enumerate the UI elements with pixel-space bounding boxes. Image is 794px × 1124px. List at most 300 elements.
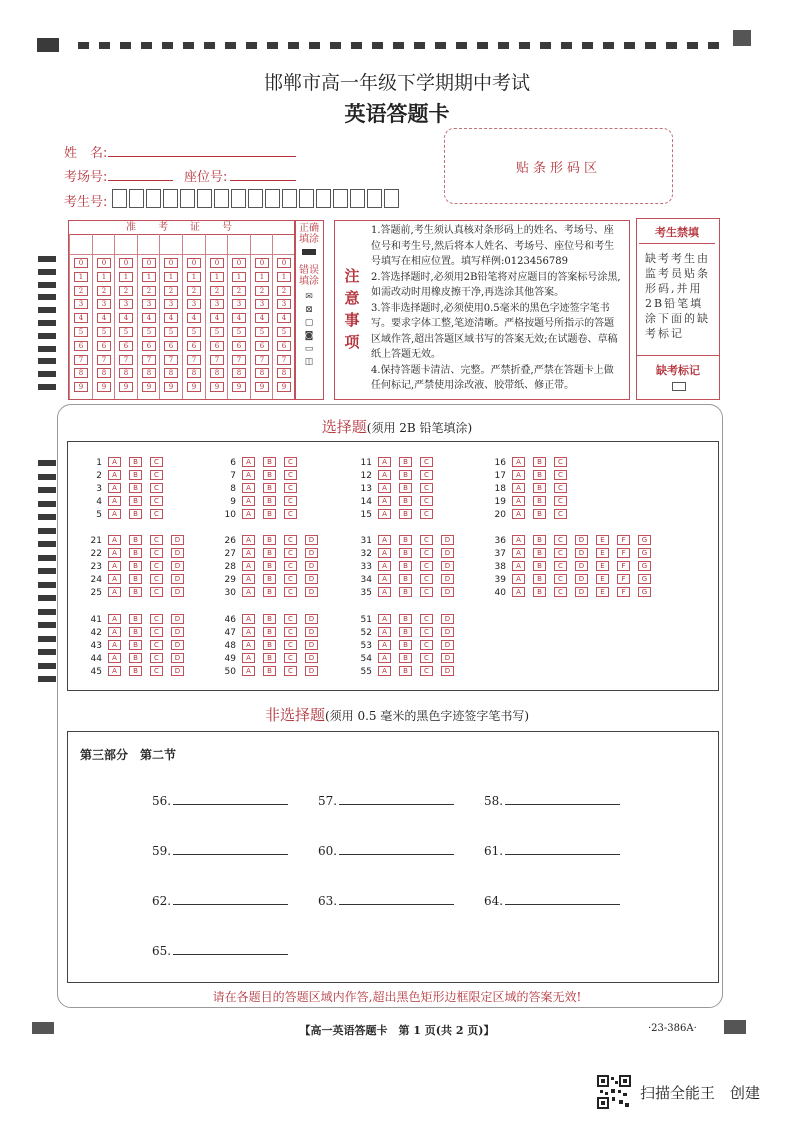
id-digit-bubble[interactable]: 1 <box>255 272 269 282</box>
option-bubble[interactable]: B <box>263 457 276 467</box>
id-digit-bubble[interactable]: 4 <box>187 313 201 323</box>
option-bubble[interactable]: D <box>305 640 318 650</box>
option-bubble[interactable]: F <box>617 587 630 597</box>
option-bubble[interactable]: G <box>638 587 651 597</box>
option-bubble[interactable]: D <box>171 640 184 650</box>
id-digit-bubble[interactable]: 5 <box>97 327 111 337</box>
answer-blank[interactable] <box>484 844 620 858</box>
id-digit-bubble[interactable]: 7 <box>232 355 246 365</box>
option-bubble[interactable]: A <box>512 561 525 571</box>
option-bubble[interactable]: B <box>533 496 546 506</box>
answer-blank[interactable] <box>318 844 454 858</box>
option-bubble[interactable]: C <box>284 483 297 493</box>
option-bubble[interactable]: A <box>108 457 121 467</box>
id-write-cell[interactable] <box>182 234 205 255</box>
option-bubble[interactable]: G <box>638 535 651 545</box>
option-bubble[interactable]: A <box>512 548 525 558</box>
exam-no-digit-box[interactable] <box>265 189 280 208</box>
id-write-cell[interactable] <box>159 234 182 255</box>
option-bubble[interactable]: B <box>129 614 142 624</box>
id-digit-bubble[interactable]: 6 <box>74 341 88 351</box>
option-bubble[interactable]: C <box>284 614 297 624</box>
option-bubble[interactable]: B <box>129 653 142 663</box>
id-digit-bubble[interactable]: 2 <box>277 286 291 296</box>
id-write-cell[interactable] <box>92 234 115 255</box>
option-bubble[interactable]: C <box>420 653 433 663</box>
blank-line[interactable] <box>173 794 288 805</box>
option-bubble[interactable]: D <box>305 653 318 663</box>
option-bubble[interactable]: A <box>512 509 525 519</box>
option-bubble[interactable]: B <box>129 470 142 480</box>
option-bubble[interactable]: A <box>378 627 391 637</box>
option-bubble[interactable]: B <box>533 561 546 571</box>
option-bubble[interactable]: C <box>284 653 297 663</box>
answer-blank[interactable] <box>318 894 454 908</box>
option-bubble[interactable]: C <box>150 470 163 480</box>
option-bubble[interactable]: B <box>533 574 546 584</box>
blank-line[interactable] <box>505 794 620 805</box>
answer-blank[interactable] <box>152 794 288 808</box>
exam-no-boxes[interactable] <box>112 188 401 208</box>
option-bubble[interactable]: A <box>378 496 391 506</box>
id-digit-bubble[interactable]: 5 <box>210 327 224 337</box>
option-bubble[interactable]: D <box>171 561 184 571</box>
exam-no-digit-box[interactable] <box>316 189 331 208</box>
option-bubble[interactable]: A <box>242 470 255 480</box>
id-digit-bubble[interactable]: 3 <box>97 299 111 309</box>
answer-blank[interactable] <box>152 944 288 958</box>
id-digit-bubble[interactable]: 1 <box>210 272 224 282</box>
id-digit-bubble[interactable]: 8 <box>97 368 111 378</box>
option-bubble[interactable]: G <box>638 561 651 571</box>
id-digit-bubble[interactable]: 9 <box>74 382 88 392</box>
option-bubble[interactable]: A <box>108 561 121 571</box>
option-bubble[interactable]: D <box>441 666 454 676</box>
id-digit-bubble[interactable]: 0 <box>74 258 88 268</box>
exam-no-digit-box[interactable] <box>248 189 263 208</box>
id-digit-bubble[interactable]: 0 <box>187 258 201 268</box>
option-bubble[interactable]: D <box>441 653 454 663</box>
option-bubble[interactable]: C <box>284 666 297 676</box>
id-digit-bubble[interactable]: 1 <box>74 272 88 282</box>
option-bubble[interactable]: B <box>533 509 546 519</box>
option-bubble[interactable]: C <box>554 587 567 597</box>
option-bubble[interactable]: C <box>150 666 163 676</box>
id-digit-bubble[interactable]: 9 <box>164 382 178 392</box>
answer-blank[interactable] <box>484 794 620 808</box>
option-bubble[interactable]: C <box>420 496 433 506</box>
option-bubble[interactable]: B <box>399 627 412 637</box>
id-digit-bubble[interactable]: 7 <box>97 355 111 365</box>
option-bubble[interactable]: A <box>242 457 255 467</box>
option-bubble[interactable]: B <box>399 496 412 506</box>
option-bubble[interactable]: A <box>512 483 525 493</box>
option-bubble[interactable]: C <box>284 627 297 637</box>
id-digit-bubble[interactable]: 4 <box>277 313 291 323</box>
id-digit-bubble[interactable]: 9 <box>119 382 133 392</box>
option-bubble[interactable]: D <box>305 587 318 597</box>
id-digit-bubble[interactable]: 1 <box>97 272 111 282</box>
option-bubble[interactable]: A <box>242 666 255 676</box>
id-digit-bubble[interactable]: 3 <box>142 299 156 309</box>
option-bubble[interactable]: D <box>171 653 184 663</box>
option-bubble[interactable]: C <box>150 640 163 650</box>
option-bubble[interactable]: C <box>150 561 163 571</box>
option-bubble[interactable]: A <box>242 561 255 571</box>
option-bubble[interactable]: A <box>242 574 255 584</box>
option-bubble[interactable]: C <box>554 548 567 558</box>
option-bubble[interactable]: F <box>617 561 630 571</box>
option-bubble[interactable]: D <box>305 574 318 584</box>
option-bubble[interactable]: A <box>378 574 391 584</box>
exam-no-digit-box[interactable] <box>299 189 314 208</box>
option-bubble[interactable]: C <box>284 548 297 558</box>
option-bubble[interactable]: A <box>242 653 255 663</box>
option-bubble[interactable]: B <box>399 457 412 467</box>
option-bubble[interactable]: C <box>284 587 297 597</box>
id-digit-bubble[interactable]: 2 <box>97 286 111 296</box>
id-digit-bubble[interactable]: 1 <box>277 272 291 282</box>
id-write-cell[interactable] <box>69 234 92 255</box>
id-digit-bubble[interactable]: 1 <box>142 272 156 282</box>
id-digit-bubble[interactable]: 6 <box>142 341 156 351</box>
id-digit-bubble[interactable]: 9 <box>187 382 201 392</box>
option-bubble[interactable]: C <box>284 470 297 480</box>
option-bubble[interactable]: C <box>554 483 567 493</box>
exam-no-digit-box[interactable] <box>214 189 229 208</box>
option-bubble[interactable]: B <box>129 483 142 493</box>
option-bubble[interactable]: A <box>378 457 391 467</box>
id-digit-bubble[interactable]: 2 <box>255 286 269 296</box>
id-digit-bubble[interactable]: 5 <box>255 327 269 337</box>
option-bubble[interactable]: A <box>108 640 121 650</box>
option-bubble[interactable]: A <box>512 457 525 467</box>
id-digit-bubble[interactable]: 0 <box>232 258 246 268</box>
option-bubble[interactable]: B <box>129 561 142 571</box>
option-bubble[interactable]: A <box>242 548 255 558</box>
option-bubble[interactable]: C <box>284 509 297 519</box>
option-bubble[interactable]: B <box>399 561 412 571</box>
option-bubble[interactable]: D <box>305 561 318 571</box>
seat-field[interactable] <box>230 166 296 181</box>
option-bubble[interactable]: C <box>554 535 567 545</box>
option-bubble[interactable]: A <box>378 640 391 650</box>
option-bubble[interactable]: B <box>533 548 546 558</box>
id-digit-bubble[interactable]: 6 <box>97 341 111 351</box>
option-bubble[interactable]: B <box>533 535 546 545</box>
id-digit-bubble[interactable]: 1 <box>187 272 201 282</box>
id-digit-bubble[interactable]: 2 <box>74 286 88 296</box>
option-bubble[interactable]: A <box>512 496 525 506</box>
absent-mark-bubble[interactable] <box>672 382 686 391</box>
id-digit-bubble[interactable]: 4 <box>119 313 133 323</box>
id-digit-bubble[interactable]: 8 <box>210 368 224 378</box>
id-digit-bubble[interactable]: 8 <box>74 368 88 378</box>
option-bubble[interactable]: C <box>420 614 433 624</box>
id-digit-bubble[interactable]: 4 <box>232 313 246 323</box>
id-digit-bubble[interactable]: 8 <box>232 368 246 378</box>
option-bubble[interactable]: D <box>171 627 184 637</box>
option-bubble[interactable]: A <box>108 666 121 676</box>
id-digit-bubble[interactable]: 5 <box>142 327 156 337</box>
option-bubble[interactable]: B <box>129 457 142 467</box>
id-digit-bubble[interactable]: 5 <box>119 327 133 337</box>
option-bubble[interactable]: C <box>420 640 433 650</box>
blank-line[interactable] <box>173 844 288 855</box>
id-digit-bubble[interactable]: 3 <box>164 299 178 309</box>
id-digit-bubble[interactable]: 0 <box>210 258 224 268</box>
id-digit-bubble[interactable]: 5 <box>74 327 88 337</box>
option-bubble[interactable]: C <box>284 535 297 545</box>
option-bubble[interactable]: C <box>420 509 433 519</box>
option-bubble[interactable]: A <box>242 614 255 624</box>
option-bubble[interactable]: B <box>533 587 546 597</box>
id-digit-bubble[interactable]: 9 <box>277 382 291 392</box>
option-bubble[interactable]: A <box>108 496 121 506</box>
option-bubble[interactable]: B <box>263 483 276 493</box>
option-bubble[interactable]: B <box>399 640 412 650</box>
id-write-cell[interactable] <box>205 234 228 255</box>
option-bubble[interactable]: B <box>129 666 142 676</box>
option-bubble[interactable]: A <box>108 535 121 545</box>
option-bubble[interactable]: D <box>171 614 184 624</box>
option-bubble[interactable]: B <box>263 509 276 519</box>
answer-blank[interactable] <box>152 844 288 858</box>
exam-no-digit-box[interactable] <box>180 189 195 208</box>
option-bubble[interactable]: D <box>575 548 588 558</box>
option-bubble[interactable]: D <box>441 587 454 597</box>
option-bubble[interactable]: B <box>399 483 412 493</box>
id-digit-bubble[interactable]: 3 <box>119 299 133 309</box>
id-digit-bubble[interactable]: 9 <box>255 382 269 392</box>
option-bubble[interactable]: C <box>554 561 567 571</box>
option-bubble[interactable]: E <box>596 587 609 597</box>
option-bubble[interactable]: B <box>399 587 412 597</box>
option-bubble[interactable]: B <box>263 627 276 637</box>
id-digit-bubble[interactable]: 0 <box>164 258 178 268</box>
id-digit-bubble[interactable]: 7 <box>255 355 269 365</box>
option-bubble[interactable]: C <box>420 627 433 637</box>
option-bubble[interactable]: D <box>441 561 454 571</box>
answer-blank[interactable] <box>318 794 454 808</box>
id-digit-bubble[interactable]: 7 <box>164 355 178 365</box>
id-digit-bubble[interactable]: 4 <box>255 313 269 323</box>
id-digit-bubble[interactable]: 8 <box>142 368 156 378</box>
option-bubble[interactable]: C <box>150 614 163 624</box>
id-digit-bubble[interactable]: 2 <box>187 286 201 296</box>
option-bubble[interactable]: A <box>242 496 255 506</box>
option-bubble[interactable]: B <box>263 587 276 597</box>
answer-blank[interactable] <box>484 894 620 908</box>
option-bubble[interactable]: B <box>129 587 142 597</box>
option-bubble[interactable]: F <box>617 535 630 545</box>
id-write-cell[interactable] <box>272 234 295 255</box>
option-bubble[interactable]: C <box>420 574 433 584</box>
option-bubble[interactable]: D <box>441 640 454 650</box>
option-bubble[interactable]: B <box>263 640 276 650</box>
exam-no-digit-box[interactable] <box>197 189 212 208</box>
option-bubble[interactable]: F <box>617 548 630 558</box>
id-digit-bubble[interactable]: 7 <box>119 355 133 365</box>
id-digit-bubble[interactable]: 2 <box>164 286 178 296</box>
id-write-cell[interactable] <box>227 234 250 255</box>
option-bubble[interactable]: A <box>108 614 121 624</box>
option-bubble[interactable]: C <box>150 496 163 506</box>
blank-line[interactable] <box>339 794 454 805</box>
option-bubble[interactable]: D <box>441 535 454 545</box>
exam-no-digit-box[interactable] <box>384 189 399 208</box>
option-bubble[interactable]: C <box>554 496 567 506</box>
id-digit-bubble[interactable]: 4 <box>97 313 111 323</box>
option-bubble[interactable]: B <box>533 457 546 467</box>
option-bubble[interactable]: A <box>242 627 255 637</box>
option-bubble[interactable]: B <box>263 470 276 480</box>
option-bubble[interactable]: A <box>108 587 121 597</box>
option-bubble[interactable]: D <box>305 548 318 558</box>
id-digit-bubble[interactable]: 9 <box>210 382 224 392</box>
option-bubble[interactable]: C <box>554 509 567 519</box>
option-bubble[interactable]: C <box>284 457 297 467</box>
answer-blank[interactable] <box>152 894 288 908</box>
option-bubble[interactable]: A <box>378 666 391 676</box>
id-digit-bubble[interactable]: 5 <box>164 327 178 337</box>
id-digit-bubble[interactable]: 0 <box>255 258 269 268</box>
option-bubble[interactable]: C <box>420 548 433 558</box>
option-bubble[interactable]: C <box>420 587 433 597</box>
exam-no-digit-box[interactable] <box>231 189 246 208</box>
option-bubble[interactable]: C <box>150 653 163 663</box>
exam-no-digit-box[interactable] <box>163 189 178 208</box>
option-bubble[interactable]: D <box>171 587 184 597</box>
id-digit-bubble[interactable]: 3 <box>277 299 291 309</box>
option-bubble[interactable]: A <box>512 574 525 584</box>
blank-line[interactable] <box>173 944 288 955</box>
option-bubble[interactable]: E <box>596 548 609 558</box>
option-bubble[interactable]: B <box>129 535 142 545</box>
id-digit-bubble[interactable]: 8 <box>277 368 291 378</box>
option-bubble[interactable]: B <box>399 666 412 676</box>
option-bubble[interactable]: A <box>378 483 391 493</box>
option-bubble[interactable]: C <box>554 470 567 480</box>
id-digit-bubble[interactable]: 7 <box>277 355 291 365</box>
option-bubble[interactable]: G <box>638 574 651 584</box>
option-bubble[interactable]: G <box>638 548 651 558</box>
id-digit-bubble[interactable]: 1 <box>119 272 133 282</box>
option-bubble[interactable]: B <box>129 509 142 519</box>
option-bubble[interactable]: B <box>129 496 142 506</box>
id-digit-bubble[interactable]: 5 <box>232 327 246 337</box>
id-digit-bubble[interactable]: 7 <box>187 355 201 365</box>
exam-no-digit-box[interactable] <box>350 189 365 208</box>
option-bubble[interactable]: A <box>108 653 121 663</box>
id-write-cell[interactable] <box>250 234 273 255</box>
exam-no-digit-box[interactable] <box>333 189 348 208</box>
id-digit-bubble[interactable]: 2 <box>119 286 133 296</box>
id-digit-bubble[interactable]: 3 <box>232 299 246 309</box>
option-bubble[interactable]: B <box>399 509 412 519</box>
option-bubble[interactable]: B <box>399 548 412 558</box>
id-digit-bubble[interactable]: 1 <box>164 272 178 282</box>
id-digit-bubble[interactable]: 4 <box>142 313 156 323</box>
option-bubble[interactable]: D <box>441 548 454 558</box>
option-bubble[interactable]: D <box>305 627 318 637</box>
option-bubble[interactable]: A <box>108 509 121 519</box>
option-bubble[interactable]: A <box>378 614 391 624</box>
option-bubble[interactable]: A <box>108 574 121 584</box>
id-digit-bubble[interactable]: 3 <box>255 299 269 309</box>
option-bubble[interactable]: B <box>263 614 276 624</box>
option-bubble[interactable]: C <box>150 587 163 597</box>
option-bubble[interactable]: B <box>129 574 142 584</box>
option-bubble[interactable]: A <box>108 483 121 493</box>
id-digit-bubble[interactable]: 8 <box>164 368 178 378</box>
option-bubble[interactable]: D <box>171 535 184 545</box>
blank-line[interactable] <box>505 844 620 855</box>
exam-no-digit-box[interactable] <box>129 189 144 208</box>
option-bubble[interactable]: E <box>596 574 609 584</box>
option-bubble[interactable]: B <box>129 548 142 558</box>
id-digit-bubble[interactable]: 0 <box>142 258 156 268</box>
option-bubble[interactable]: B <box>263 666 276 676</box>
blank-line[interactable] <box>339 894 454 905</box>
option-bubble[interactable]: C <box>284 561 297 571</box>
room-field[interactable] <box>108 166 173 181</box>
option-bubble[interactable]: A <box>512 470 525 480</box>
id-digit-bubble[interactable]: 9 <box>97 382 111 392</box>
id-digit-bubble[interactable]: 2 <box>210 286 224 296</box>
option-bubble[interactable]: D <box>575 561 588 571</box>
option-bubble[interactable]: C <box>420 535 433 545</box>
option-bubble[interactable]: B <box>399 653 412 663</box>
option-bubble[interactable]: B <box>399 535 412 545</box>
option-bubble[interactable]: A <box>378 548 391 558</box>
option-bubble[interactable]: A <box>378 587 391 597</box>
id-write-cell[interactable] <box>137 234 160 255</box>
option-bubble[interactable]: D <box>575 535 588 545</box>
option-bubble[interactable]: B <box>129 640 142 650</box>
id-digit-bubble[interactable]: 0 <box>97 258 111 268</box>
id-digit-bubble[interactable]: 6 <box>119 341 133 351</box>
option-bubble[interactable]: C <box>420 561 433 571</box>
option-bubble[interactable]: C <box>150 574 163 584</box>
option-bubble[interactable]: A <box>378 535 391 545</box>
option-bubble[interactable]: D <box>575 587 588 597</box>
exam-no-digit-box[interactable] <box>367 189 382 208</box>
option-bubble[interactable]: C <box>420 483 433 493</box>
id-digit-bubble[interactable]: 4 <box>164 313 178 323</box>
id-digit-bubble[interactable]: 5 <box>277 327 291 337</box>
id-digit-bubble[interactable]: 6 <box>255 341 269 351</box>
option-bubble[interactable]: A <box>242 640 255 650</box>
id-digit-bubble[interactable]: 2 <box>142 286 156 296</box>
option-bubble[interactable]: C <box>554 574 567 584</box>
id-digit-bubble[interactable]: 2 <box>232 286 246 296</box>
id-digit-bubble[interactable]: 8 <box>255 368 269 378</box>
option-bubble[interactable]: A <box>242 587 255 597</box>
option-bubble[interactable]: D <box>305 666 318 676</box>
option-bubble[interactable]: D <box>171 666 184 676</box>
exam-id-grid[interactable] <box>68 220 296 400</box>
id-digit-bubble[interactable]: 4 <box>210 313 224 323</box>
option-bubble[interactable]: A <box>378 561 391 571</box>
option-bubble[interactable]: F <box>617 574 630 584</box>
blank-line[interactable] <box>505 894 620 905</box>
option-bubble[interactable]: A <box>108 627 121 637</box>
exam-no-digit-box[interactable] <box>146 189 161 208</box>
option-bubble[interactable]: A <box>378 509 391 519</box>
option-bubble[interactable]: A <box>378 470 391 480</box>
option-bubble[interactable]: D <box>441 627 454 637</box>
